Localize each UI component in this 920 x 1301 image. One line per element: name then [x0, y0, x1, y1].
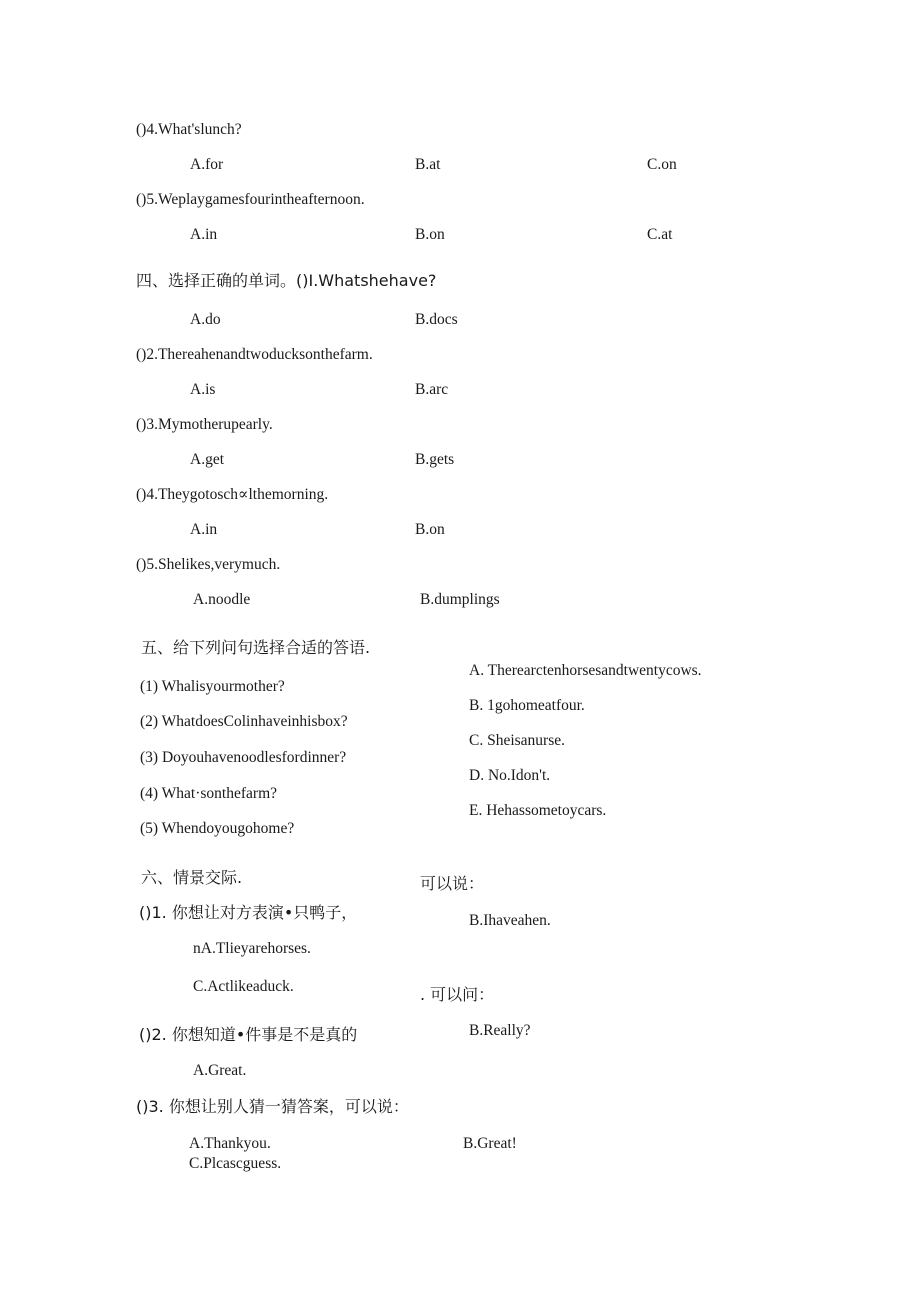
s4-q5-option-a: A.noodle: [193, 591, 251, 608]
s4-q2-stem: ()2.Thereahenandtwoducksonthefarm.: [136, 346, 373, 363]
s6-q1-tail: 可以说：: [420, 874, 485, 893]
s4-q2-option-a: A.is: [190, 381, 216, 398]
s5-heading: 五、给下列问句选择合适的答语.: [141, 638, 371, 657]
s5-answer-a: A. Therearctenhorsesandtwentycows.: [469, 662, 702, 679]
s3-q5-option-b: B.on: [415, 226, 445, 243]
s4-heading: 四、选择正确的单词。()I.Whatshehave?: [136, 271, 437, 290]
s3-q5-stem: ()5.Weplaygamesfourintheafternoon.: [136, 191, 365, 208]
s6-q2-option-a: A.Great.: [193, 1062, 247, 1079]
s5-answer-e: E. Hehassometoycars.: [469, 802, 607, 819]
s6-q1-option-a: nA.Tlieyarehorses.: [193, 940, 311, 957]
s4-q2-option-b: B.arc: [415, 381, 449, 398]
s6-q1-option-b: B.Ihaveahen.: [469, 912, 551, 929]
s6-q3-option-a: A.Thankyou.: [189, 1135, 271, 1152]
s5-question-4: (4) What·sonthefarm?: [140, 785, 278, 802]
s6-q1-stem: ()1. 你想让对方表演•只鸭子，: [139, 903, 358, 922]
s6-q2-option-b: B.Really?: [469, 1022, 531, 1039]
s3-q4-stem: ()4.What'slunch?: [136, 121, 242, 138]
s6-q3-stem: ()3. 你想让别人猜一猜答案，可以说：: [136, 1097, 409, 1116]
s6-q2-tail: . 可以问：: [420, 985, 495, 1004]
s6-q3-option-c: C.Plcascguess.: [189, 1155, 282, 1172]
s4-q1-option-b: B.docs: [415, 311, 458, 328]
s5-answer-d: D. No.Idon't.: [469, 767, 551, 784]
s6-q1-option-c: C.Actlikeaduck.: [193, 978, 294, 995]
s3-q4-option-a: A.for: [190, 156, 224, 173]
s4-q3-option-a: A.get: [190, 451, 225, 468]
s4-q4-option-a: A.in: [190, 521, 218, 538]
s4-q5-stem: ()5.Shelikes,verymuch.: [136, 556, 281, 573]
s6-q2-stem: ()2. 你想知道•件事是不是真的: [139, 1025, 358, 1044]
s4-q3-option-b: B.gets: [415, 451, 455, 468]
s4-q4-stem: ()4.Theygotosch∝lthemorning.: [136, 486, 329, 503]
s6-heading: 六、情景交际.: [141, 868, 243, 887]
s4-q5-option-b: B.dumplings: [420, 591, 500, 608]
s5-question-1: (1) Whalisyourmother?: [140, 678, 285, 695]
s5-answer-b: B. 1gohomeatfour.: [469, 697, 585, 714]
s5-question-2: (2) WhatdoesColinhaveinhisbox?: [140, 713, 348, 730]
s3-q4-option-c: C.on: [647, 156, 677, 173]
s5-question-5: (5) Whendoyougohome?: [140, 820, 295, 837]
s4-q1-option-a: A.do: [190, 311, 221, 328]
s3-q4-option-b: B.at: [415, 156, 441, 173]
s3-q5-option-c: C.at: [647, 226, 673, 243]
s4-q3-stem: ()3.Mymotherupearly.: [136, 416, 273, 433]
s6-q3-option-b: B.Great!: [463, 1135, 517, 1152]
s3-q5-option-a: A.in: [190, 226, 218, 243]
s5-question-3: (3) Doyouhavenoodlesfordinner?: [140, 749, 347, 766]
s5-answer-c: C. Sheisanurse.: [469, 732, 566, 749]
s4-q4-option-b: B.on: [415, 521, 445, 538]
